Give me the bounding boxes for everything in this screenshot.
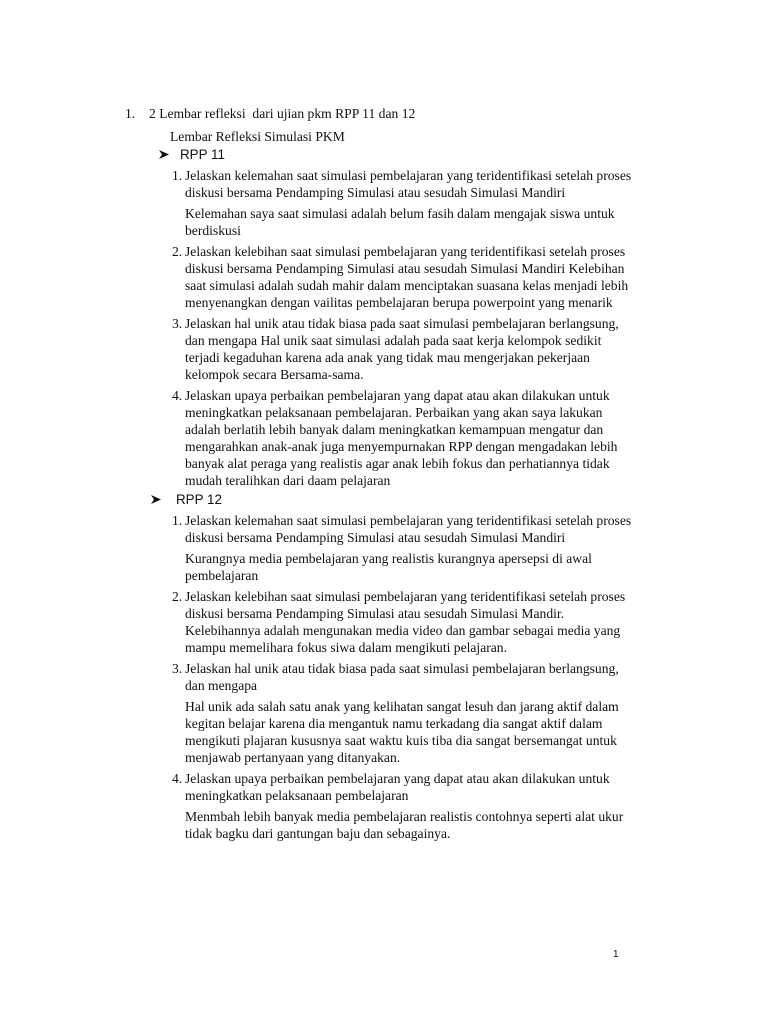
answer-text: Hal unik ada salah satu anak yang kelihatan sangat lesuh dan jarang aktif dalam kegitan belajar karena dia mengantuk namu terkadang dia sangat aktif dalam mengikuti plajaran kususnya saat waktu kuis tiba dia sangat bersemangat untuk menjawab pertanyaan yang ditanyakan. [185,699,619,765]
question-number: 2. [172,244,183,259]
answer-block [185,698,635,766]
question-item [172,315,635,383]
question-text: Jelaskan upaya perbaikan pembelajaran yang dapat atau akan dilakukan untuk meningkatkan pelaksanaan pembelajaran [185,771,610,803]
list-heading [125,105,768,122]
section-rpp-11 [0,146,768,163]
document-body [0,105,768,842]
answer-text: Menmbah lebih banyak media pembelajaran realistis contohnya seperti alat ukur tidak bagku dari gantungan baju dan sebagainya. [185,809,624,841]
question-number: 1. [172,513,183,528]
question-text: Jelaskan hal unik atau tidak biasa pada saat simulasi pembelajaran berlangsung, dan mengapa Hal unik saat simulasi adalah pada saat kerja kelompok sedikit terjadi kegaduhan karena ada anak yang tidak mau mengerjakan pekerjaan kelompok secara Bersama-sama. [185,316,619,382]
question-text: Jelaskan kelebihan saat simulasi pembelajaran yang teridentifikasi setelah proses diskusi bersama Pendamping Simulasi atau sesudah Simulasi Mandiri Kelebihan saat simulasi adalah sudah mahir dalam menciptakan suasana kelas menjadi lebih menyenangkan dengan vailitas pembelajaran berupa powerpoint yang menarik [185,244,629,310]
document-subtitle: Lembar Refleksi Simulasi PKM [170,129,345,144]
page-number: 1 [613,949,619,960]
question-text: Jelaskan kelemahan saat simulasi pembelajaran yang teridentifikasi setelah proses diskusi bersama Pendamping Simulasi atau sesudah Simulasi Mandiri [185,168,632,200]
question-text: Jelaskan hal unik atau tidak biasa pada saat simulasi pembelajaran berlangsung, dan mengapa [185,661,619,693]
section-label: RPP 11 [180,147,225,162]
question-item [172,167,635,201]
question-number: 3. [172,316,183,331]
question-item [172,588,635,656]
answer-text: Kurangnya media pembelajaran yang realistis kurangnya apersepsi di awal pembelajaran [185,551,592,583]
arrow-bullet-icon [158,146,170,163]
heading-text: 2 Lembar refleksi dari ujian pkm RPP 11 dan 12 [149,106,416,121]
section-rpp-12 [0,491,768,508]
question-text: Jelaskan upaya perbaikan pembelajaran yang dapat atau akan dilakukan untuk meningkatkan pelaksanaan pembelajaran. Perbaikan yang akan saya lakukan adalah berlatih lebih banyak dalam meningkatkan kemampuan mengatur dan mengarahkan anak-anak juga menyempurnakan RPP dengan mengadakan lebih banyak alat peraga yang realistis agar anak lebih fokus dan perhatiannya tidak mudah teralihkan dari daam pelajaran [185,388,618,488]
question-item [172,770,635,804]
question-number: 3. [172,661,183,676]
question-number: 1. [172,168,183,183]
answer-block [185,205,635,239]
question-number: 4. [172,771,183,786]
question-number: 4. [172,388,183,403]
answer-text: Kelemahan saya saat simulasi adalah belum fasih dalam mengajak siswa untuk berdiskusi [185,206,615,238]
question-item [172,660,635,694]
question-number: 2. [172,589,183,604]
question-text: Jelaskan kelebihan saat simulasi pembelajaran yang teridentifikasi setelah proses diskusi bersama Pendamping Simulasi atau sesudah Simulasi Mandir. Kelebihannya adalah mengunakan media video dan gambar sebagai media yang mampu memelihara fokus siwa dalam mengikuti pelajaran. [185,589,626,655]
arrow-bullet-icon [150,491,162,508]
question-item [172,243,635,311]
section-label: RPP 12 [176,492,222,507]
question-item [172,512,635,546]
answer-block [185,808,635,842]
heading-number: 1. [125,106,136,121]
question-text: Jelaskan kelemahan saat simulasi pembelajaran yang teridentifikasi setelah proses diskusi bersama Pendamping Simulasi atau sesudah Simulasi Mandiri [185,513,632,545]
answer-block [185,550,635,584]
question-item [172,387,635,489]
